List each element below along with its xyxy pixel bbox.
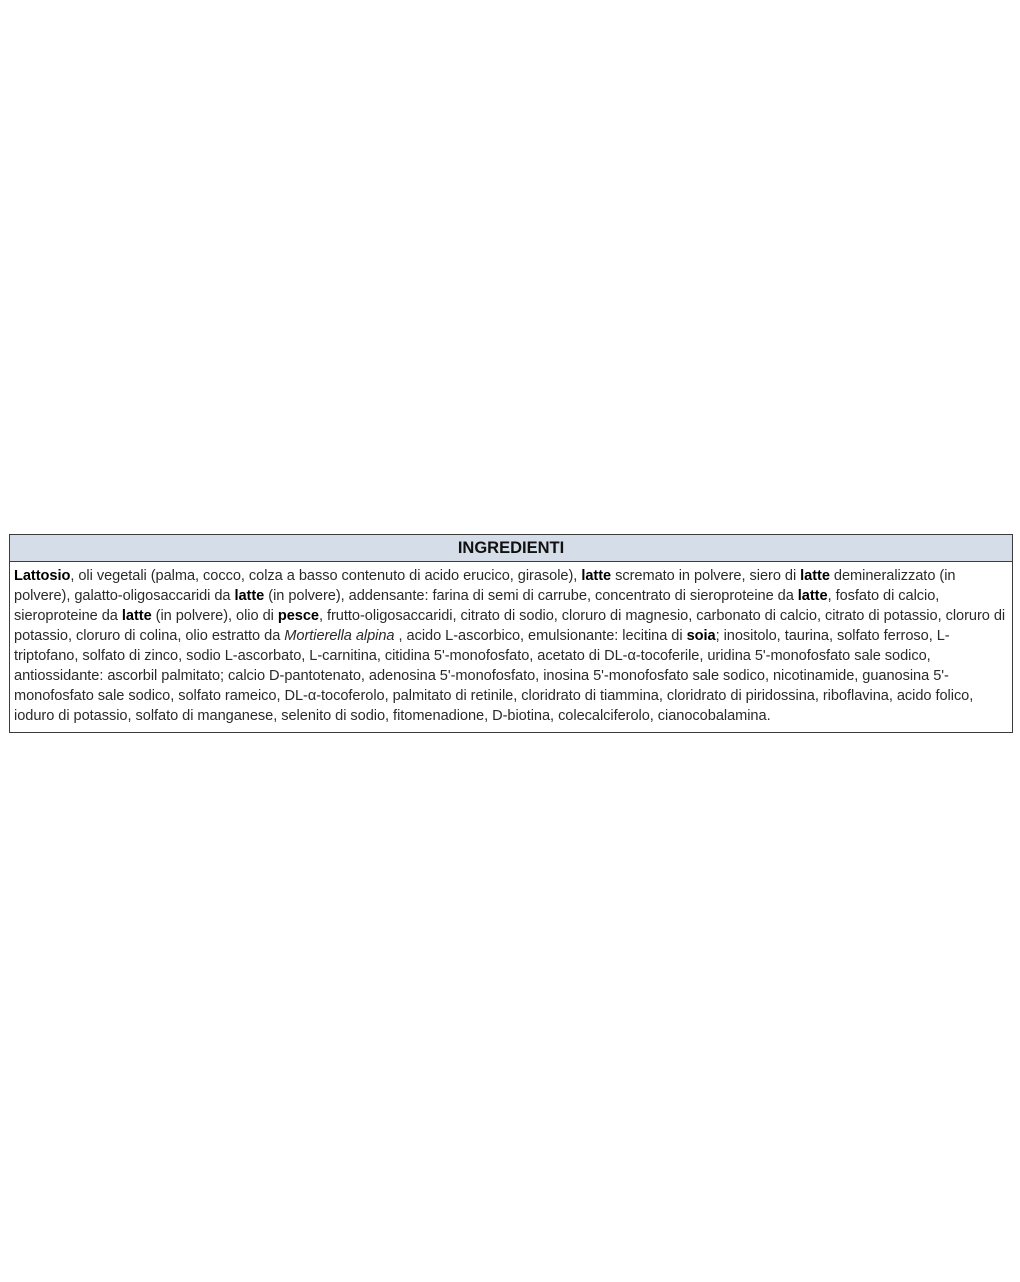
- ingredients-header: INGREDIENTI: [10, 535, 1012, 562]
- ingredient-segment: , fosfato di calcio, sieroproteine da: [14, 588, 940, 624]
- ingredients-table: [9, 534, 1013, 733]
- ingredient-segment: Mortierella alpina: [284, 628, 395, 644]
- ingredient-segment: latte: [121, 608, 152, 624]
- ingredients-text: [10, 562, 1012, 732]
- ingredient-segment: ; inositolo, taurina, solfato ferroso, L-triptofano, solfato di zinco, sodio L-ascorbato, L-carnitina, citidina 5'-monofosfato, acetato di DL-α-tocoferile, uridina 5'-monofosfato sale sodico, antiossidante: ascorbil palmitato; calcio D-pantotenato, adenosina 5'-monofosfato, inosina 5'-monofosfato sale sodico, nicotinamide, guanosina 5'-monofosfato sale sodico, solfato rameico, DL-α-tocoferolo, palmitato di retinile, cloridrato di tiammina, cloridrato di piridossina, riboflavina, acido folico, ioduro di potassio, solfato di manganese, selenito di sodio, fitomenadione, D-biotina, colecalciferolo, cianocobalamina.: [14, 628, 974, 724]
- ingredient-segment: latte: [800, 568, 830, 584]
- ingredient-segment: , frutto-oligosaccaridi, citrato di sodio, cloruro di magnesio, carbonato di calcio, citrato di potassio, cloruro di potassio, cloruro di colina, olio estratto da: [14, 608, 1006, 644]
- ingredient-segment: latte: [797, 588, 828, 604]
- ingredient-segment: latte: [234, 588, 265, 604]
- ingredient-segment: , oli vegetali (palma, cocco, colza a basso contenuto di acido erucico, girasole),: [70, 568, 582, 584]
- ingredient-segment: , acido L-ascorbico, emulsionante: lecitina di: [394, 628, 687, 644]
- ingredient-segment: latte: [581, 568, 612, 584]
- ingredient-segment: pesce: [277, 608, 319, 624]
- ingredient-segment: scremato in polvere, siero di: [611, 568, 801, 584]
- ingredient-segment: Lattosio: [14, 568, 71, 584]
- ingredient-segment: (in polvere), olio di: [151, 608, 278, 624]
- ingredient-segment: demineralizzato (in polvere), galatto-oligosaccaridi da: [14, 568, 956, 604]
- ingredient-segment: soia: [686, 628, 716, 644]
- ingredient-segment: (in polvere), addensante: farina di semi di carrube, concentrato di sieroproteine da: [264, 588, 798, 604]
